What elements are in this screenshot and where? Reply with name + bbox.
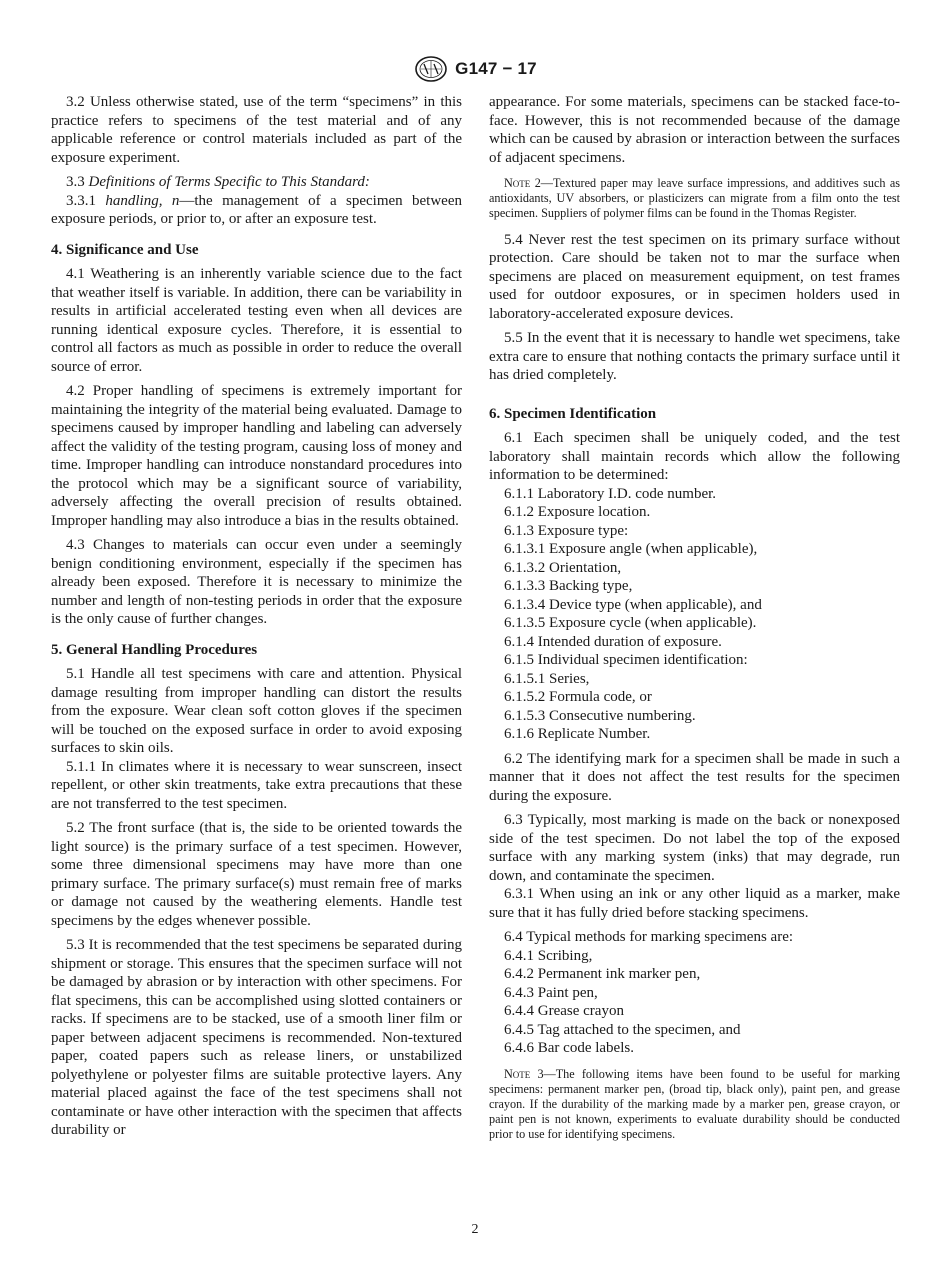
list-item: 6.1.3.4 Device type (when applicable), and (504, 596, 762, 613)
list-item: 6.1.3.3 Backing type, (504, 578, 633, 595)
list-item: 6.4.3 Paint pen, (504, 984, 598, 1001)
list-item: 6.1.4 Intended duration of exposure. (504, 633, 722, 650)
paragraph-6-4: 6.4 Typical methods for marking specimens are: (504, 929, 794, 946)
paragraph-5-3-continued: appearance. For some materials, specimens can be stacked face-to-face. However, this is not recommended because of the damage which can be caused by abrasion or interaction between the surfaces of adjacent specimens. (489, 94, 900, 166)
note-text: —The following items have been found to be useful for marking specimens: permanent marker pen, (broad tip, black only), paint pen, and grease crayon. If the durability of the marking made by a marker pen, grease crayon, or paint pen is not known, experiments to evaluate durability should be conducted prior to use for identifying specimens. (489, 1066, 900, 1142)
astm-logo-icon (413, 55, 449, 83)
list-6-1 (489, 485, 900, 744)
list-item: 6.4.6 Bar code labels. (504, 1040, 634, 1057)
heading-section-6: 6. Specimen Identification (489, 405, 657, 422)
list-item: 6.1.2 Exposure location. (504, 504, 651, 521)
list-6-4 (489, 947, 900, 1058)
note-3 (489, 1067, 900, 1143)
list-item: 6.1.3 Exposure type: (504, 522, 629, 539)
heading-section-5: 5. General Handling Procedures (51, 641, 258, 658)
list-item: 6.1.6 Replicate Number. (504, 726, 651, 743)
paragraph-6-2: 6.2 The identifying mark for a specimen shall be made in such a manner that it does not affect the test results for the specimen during the exposure. (489, 750, 900, 804)
list-item: 6.1.3.5 Exposure cycle (when applicable). (504, 615, 757, 632)
list-item: 6.4.2 Permanent ink marker pen, (504, 966, 701, 983)
paragraph-3-3-1 (51, 192, 462, 229)
paragraph-6-3: 6.3 Typically, most marking is made on the back or nonexposed side of the test specimen. Do not label the top of the exposed surface with any marking system (inks) that may degrade, run down, and contaminate the specimen. (489, 812, 900, 884)
section-title: Definitions of Terms Specific to This Standard: (88, 174, 370, 190)
paragraph-5-2: 5.2 The front surface (that is, the side to be oriented towards the light source) is the primary surface of a test specimen. However, some three dimensional specimens may have more than one primary surface. The primary surface(s) must remain free of marks or damage not caused by the weathering elements. Handle test specimens by the edges whenever possible. (51, 820, 462, 929)
page-header (0, 53, 950, 85)
defined-term: handling, n (105, 192, 180, 209)
paragraph-3-2: 3.2 Unless otherwise stated, use of the term “specimens” in this practice refers to specimens of the test material and of any applicable reference or control materials included as part of the exposure experiment. (51, 94, 462, 166)
paragraph-4-1: 4.1 Weathering is an inherently variable science due to the fact that weather itself is variable. In addition, there can be variability in results in artificial accelerated testing even when all devices are running identical exposure cycles. Therefore, it is essential to control all factors as much as possible in order to reduce the overall source of error. (51, 266, 462, 375)
definition-text: —the management of a specimen between exposure periods, or prior to, or after an exposure test. (51, 192, 462, 227)
note-label: Note 3 (504, 1066, 544, 1081)
list-item: 6.1.3.2 Orientation, (504, 559, 622, 576)
page-number: 2 (471, 1222, 479, 1237)
list-item: 6.1.5.3 Consecutive numbering. (504, 707, 696, 724)
list-item: 6.4.1 Scribing, (504, 947, 593, 964)
paragraph-3-3 (51, 173, 462, 192)
paragraph-5-1: 5.1 Handle all test specimens with care and attention. Physical damage resulting from improper handling can distort the results from the exposure. Wear clean soft cotton gloves if the specimen will be touched on the exposed surface in order to avoid exposing surfaces to skin oils. (51, 666, 462, 756)
paragraph-6-1: 6.1 Each specimen shall be uniquely coded, and the test laboratory shall maintain records which allow the following information to be determined: (489, 430, 900, 484)
paragraph-6-3-1: 6.3.1 When using an ink or any other liquid as a marker, make sure that it has fully dried before stacking specimens. (489, 886, 900, 921)
paragraph-5-3: 5.3 It is recommended that the test specimens be separated during shipment or storage. This ensures that the specimen surface will not be damaged by abrasion or by interaction with other specimens. For flat specimens, this can be accomplished using slotted containers or racks. If specimens are to be stacked, use of a smooth liner film or paper between adjacent specimens is recommended. Non-textured paper, coated papers such as release liners, or unstabilized polyethylene or polyester films are suitable protective layers. Any material placed against the face of the test specimens shall not contaminate or have other interaction with the specimen that affects durability or (51, 937, 462, 1138)
paragraph-5-1-1: 5.1.1 In climates where it is necessary to wear sunscreen, insect repellent, or other skin treatments, take extra precautions that these are not transferred to the test specimen. (51, 758, 462, 812)
left-column (51, 93, 462, 1140)
paragraph-4-3: 4.3 Changes to materials can occur even under a seemingly benign conditioning environment, especially if the specimen has already been exposed. Therefore it is necessary to minimize the number and length of non-testing periods in order that the exposure is the only cause of further changes. (51, 537, 462, 627)
section-number: 3.3.1 (66, 192, 106, 209)
paragraph-5-5: 5.5 In the event that it is necessary to handle wet specimens, take extra care to ensure that nothing contacts the primary surface until it has dried completely. (489, 330, 900, 384)
list-item: 6.1.5 Individual specimen identification: (504, 652, 748, 669)
list-item: 6.1.1 Laboratory I.D. code number. (504, 485, 717, 502)
designation: G147 − 17 (455, 59, 537, 78)
heading-section-4: 4. Significance and Use (51, 241, 199, 258)
note-text: —Textured paper may leave surface impressions, and additives such as antioxidants, UV absorbers, or plasticizers can migrate from a film onto the test specimen. Suppliers of polymer films can be found in the Thomas Register. (489, 176, 900, 221)
paragraph-5-4: 5.4 Never rest the test specimen on its primary surface without protection. Care should be taken not to mar the surface when specimens are placed on measurement equipment, on test frames used for outdoor exposures, or in specimen holders used in laboratory-accelerated exposure devices. (489, 231, 900, 322)
note-label: Note 2 (504, 176, 541, 190)
right-column (489, 93, 900, 1152)
note-2 (489, 176, 900, 222)
list-item: 6.1.3.1 Exposure angle (when applicable), (504, 541, 758, 558)
list-item: 6.4.5 Tag attached to the specimen, and (504, 1021, 741, 1038)
list-item: 6.4.4 Grease crayon (504, 1003, 624, 1020)
paragraph-4-2: 4.2 Proper handling of specimens is extremely important for maintaining the integrity of the material being evaluated. Damage to specimens caused by improper handling and labeling can adversely affect the validity of the testing program, causing loss of money and time. Improper handling can introduce nonstandard procedures into the protocol which may be a significant source of variability, adversely affecting the overall precision of results obtained. Improper handling may also introduce a bias in the results obtained. (51, 383, 462, 529)
list-item: 6.1.5.2 Formula code, or (504, 689, 652, 706)
section-number: 3.3 (66, 174, 89, 190)
list-item: 6.1.5.1 Series, (504, 670, 590, 687)
